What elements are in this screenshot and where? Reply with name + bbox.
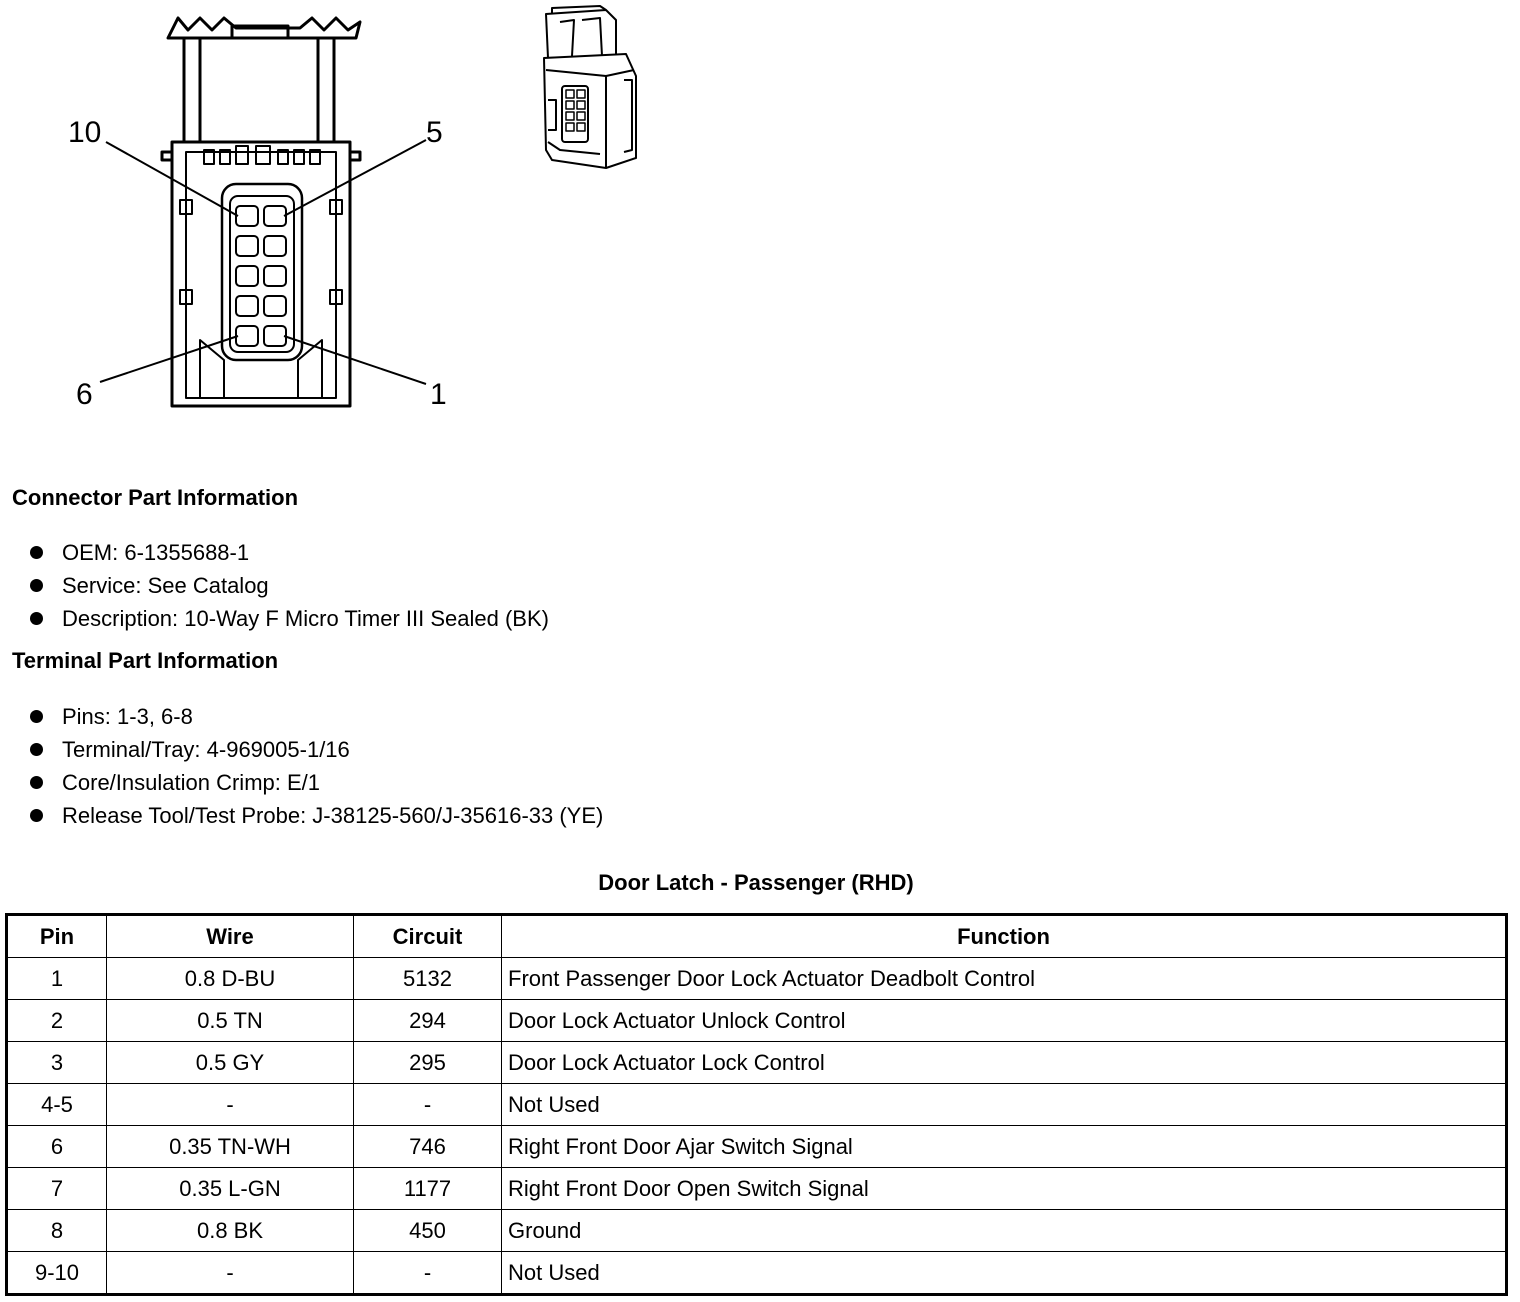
pin-label-6: 6 — [76, 378, 93, 411]
circuit-cell: 1177 — [354, 1168, 502, 1210]
function-cell: Not Used — [502, 1252, 1507, 1295]
column-header-function: Function — [502, 915, 1507, 958]
latch-arm-left — [184, 38, 200, 142]
function-cell: Right Front Door Ajar Switch Signal — [502, 1126, 1507, 1168]
column-header-circuit: Circuit — [354, 915, 502, 958]
wire-cell: 0.8 BK — [107, 1210, 354, 1252]
wire-cell: 0.8 D-BU — [107, 958, 354, 1000]
list-item: OEM: 6-1355688-1 — [30, 536, 549, 569]
bullet-icon — [30, 546, 43, 559]
bullet-icon — [30, 743, 43, 756]
table-row — [7, 1168, 1507, 1210]
cavity-housing — [222, 184, 302, 360]
pin-cell: 4-5 — [7, 1084, 107, 1126]
bullet-icon — [30, 710, 43, 723]
pin-cell: 3 — [7, 1042, 107, 1084]
connector-diagram — [0, 0, 720, 440]
function-cell: Not Used — [502, 1084, 1507, 1126]
pin-cell: 6 — [7, 1126, 107, 1168]
table-row — [7, 1042, 1507, 1084]
pinout-table — [5, 913, 1508, 1296]
connector-body — [172, 142, 350, 406]
pin-cell: 2 — [7, 1000, 107, 1042]
table-row — [7, 1084, 1507, 1126]
circuit-cell: 450 — [354, 1210, 502, 1252]
pin-cell: 9-10 — [7, 1252, 107, 1295]
table-row — [7, 958, 1507, 1000]
wire-cell: - — [107, 1252, 354, 1295]
wire-cell: - — [107, 1084, 354, 1126]
table-row — [7, 1210, 1507, 1252]
function-cell: Ground — [502, 1210, 1507, 1252]
list-item: Terminal/Tray: 4-969005-1/16 — [30, 733, 603, 766]
bullet-icon — [30, 579, 43, 592]
list-item: Release Tool/Test Probe: J-38125-560/J-35616-33 (YE) — [30, 799, 603, 832]
table-row — [7, 1126, 1507, 1168]
circuit-cell: 294 — [354, 1000, 502, 1042]
latch-arm-right — [318, 38, 334, 142]
function-cell: Right Front Door Open Switch Signal — [502, 1168, 1507, 1210]
table-title: Door Latch - Passenger (RHD) — [598, 870, 914, 895]
connector-latch — [168, 18, 360, 38]
pin-cell: 8 — [7, 1210, 107, 1252]
pin-label-1: 1 — [430, 378, 447, 411]
terminal-info-title: Terminal Part Information — [12, 648, 279, 673]
wire-cell: 0.35 L-GN — [107, 1168, 354, 1210]
connector-info-list — [30, 536, 549, 635]
circuit-cell: 746 — [354, 1126, 502, 1168]
table-row — [7, 1000, 1507, 1042]
pin-cell: 7 — [7, 1168, 107, 1210]
function-cell: Door Lock Actuator Unlock Control — [502, 1000, 1507, 1042]
connector-iso-view — [544, 6, 636, 168]
wire-cell: 0.5 TN — [107, 1000, 354, 1042]
list-item: Core/Insulation Crimp: E/1 — [30, 766, 603, 799]
table-header-row — [7, 915, 1507, 958]
list-item: Pins: 1-3, 6-8 — [30, 700, 603, 733]
function-cell: Front Passenger Door Lock Actuator Deadbolt Control — [502, 958, 1507, 1000]
function-cell: Door Lock Actuator Lock Control — [502, 1042, 1507, 1084]
column-header-wire: Wire — [107, 915, 354, 958]
bullet-icon — [30, 612, 43, 625]
connector-info-title: Connector Part Information — [12, 485, 299, 510]
circuit-cell: 295 — [354, 1042, 502, 1084]
column-header-pin: Pin — [7, 915, 107, 958]
bullet-icon — [30, 809, 43, 822]
terminal-info-list — [30, 700, 603, 832]
pin-label-10: 10 — [68, 116, 102, 149]
bullet-icon — [30, 776, 43, 789]
table-row — [7, 1252, 1507, 1295]
circuit-cell: - — [354, 1084, 502, 1126]
list-item: Service: See Catalog — [30, 569, 549, 602]
wire-cell: 0.35 TN-WH — [107, 1126, 354, 1168]
circuit-cell: - — [354, 1252, 502, 1295]
circuit-cell: 5132 — [354, 958, 502, 1000]
wire-cell: 0.5 GY — [107, 1042, 354, 1084]
pin-label-5: 5 — [426, 116, 443, 149]
pin-cavities — [236, 206, 286, 346]
list-item: Description: 10-Way F Micro Timer III Sealed (BK) — [30, 602, 549, 635]
pin-cell: 1 — [7, 958, 107, 1000]
